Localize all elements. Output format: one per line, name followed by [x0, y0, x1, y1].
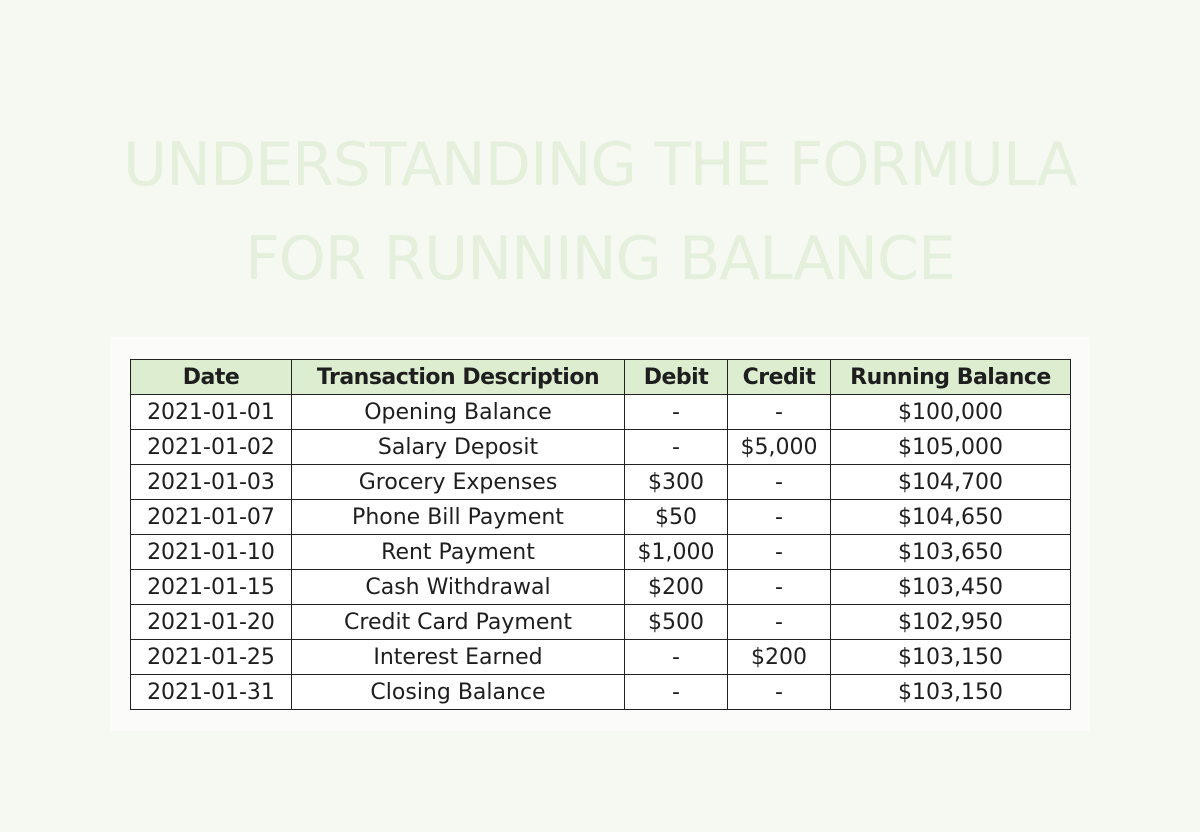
cell-running-balance: $104,650	[831, 500, 1071, 535]
table-row	[131, 500, 1071, 535]
page-title-line-1: UNDERSTANDING THE FORMULA	[123, 130, 1077, 200]
running-balance-table	[130, 359, 1071, 710]
cell-date: 2021-01-01	[131, 395, 292, 430]
cell-description: Rent Payment	[292, 535, 625, 570]
cell-date: 2021-01-07	[131, 500, 292, 535]
cell-debit: $1,000	[625, 535, 728, 570]
table-header-row	[131, 360, 1071, 395]
table-row	[131, 465, 1071, 500]
cell-date: 2021-01-10	[131, 535, 292, 570]
cell-date: 2021-01-25	[131, 640, 292, 675]
column-header-date: Date	[131, 360, 292, 395]
table-row	[131, 395, 1071, 430]
column-header-description: Transaction Description	[292, 360, 625, 395]
cell-description: Opening Balance	[292, 395, 625, 430]
column-header-debit: Debit	[625, 360, 728, 395]
column-header-running-balance: Running Balance	[831, 360, 1071, 395]
cell-credit: -	[728, 465, 831, 500]
cell-date: 2021-01-15	[131, 570, 292, 605]
cell-debit: -	[625, 430, 728, 465]
cell-debit: $300	[625, 465, 728, 500]
cell-description: Phone Bill Payment	[292, 500, 625, 535]
cell-credit: -	[728, 605, 831, 640]
table-row	[131, 570, 1071, 605]
table-row	[131, 675, 1071, 710]
cell-running-balance: $103,450	[831, 570, 1071, 605]
cell-description: Cash Withdrawal	[292, 570, 625, 605]
cell-running-balance: $103,150	[831, 675, 1071, 710]
cell-credit: -	[728, 395, 831, 430]
cell-running-balance: $104,700	[831, 465, 1071, 500]
cell-running-balance: $105,000	[831, 430, 1071, 465]
cell-description: Credit Card Payment	[292, 605, 625, 640]
cell-date: 2021-01-20	[131, 605, 292, 640]
cell-debit: -	[625, 675, 728, 710]
cell-debit: $200	[625, 570, 728, 605]
page-title-line-2: FOR RUNNING BALANCE	[245, 224, 955, 294]
cell-credit: $200	[728, 640, 831, 675]
cell-running-balance: $103,650	[831, 535, 1071, 570]
cell-credit: -	[728, 675, 831, 710]
cell-description: Closing Balance	[292, 675, 625, 710]
column-header-credit: Credit	[728, 360, 831, 395]
cell-running-balance: $102,950	[831, 605, 1071, 640]
cell-debit: $50	[625, 500, 728, 535]
cell-debit: -	[625, 395, 728, 430]
cell-credit: -	[728, 570, 831, 605]
cell-debit: $500	[625, 605, 728, 640]
table-row	[131, 535, 1071, 570]
cell-debit: -	[625, 640, 728, 675]
cell-description: Interest Earned	[292, 640, 625, 675]
cell-running-balance: $100,000	[831, 395, 1071, 430]
cell-credit: -	[728, 500, 831, 535]
cell-running-balance: $103,150	[831, 640, 1071, 675]
cell-credit: -	[728, 535, 831, 570]
cell-description: Salary Deposit	[292, 430, 625, 465]
table-row	[131, 430, 1071, 465]
cell-date: 2021-01-02	[131, 430, 292, 465]
cell-credit: $5,000	[728, 430, 831, 465]
cell-description: Grocery Expenses	[292, 465, 625, 500]
table-body	[131, 395, 1071, 710]
page-title	[0, 118, 1200, 306]
cell-date: 2021-01-31	[131, 675, 292, 710]
cell-date: 2021-01-03	[131, 465, 292, 500]
table-row	[131, 605, 1071, 640]
table-row	[131, 640, 1071, 675]
